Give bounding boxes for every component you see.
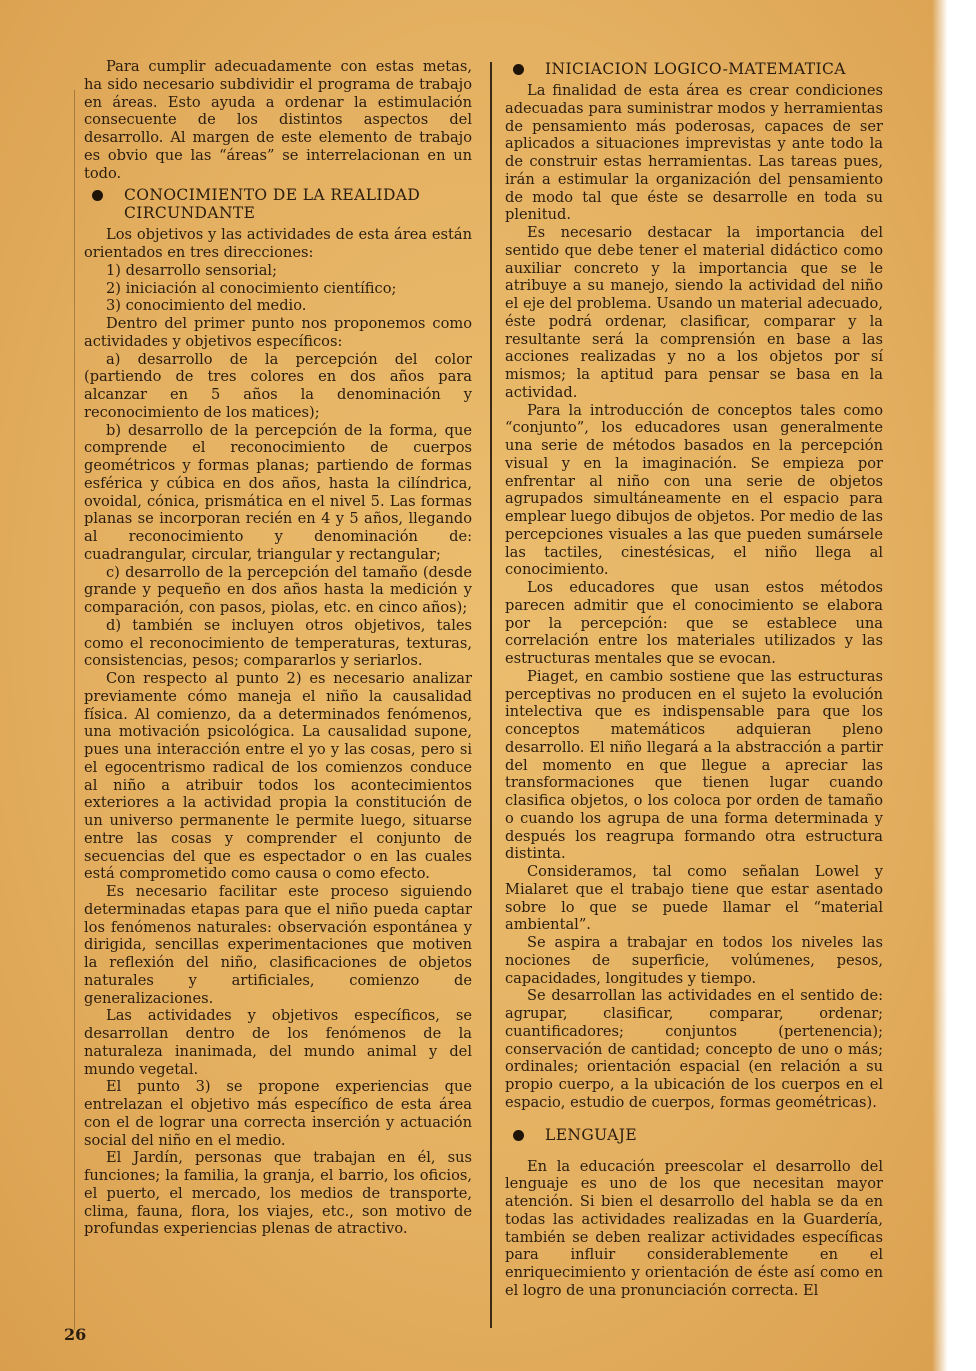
- scan-edge: [932, 0, 976, 1371]
- paragraph: Es necesario destacar la importancia del sentido que debe tener el material didáctico como auxiliar concreto y la importancia que se le atribuye a su manejo, siendo la actividad del niño el eje del problema. Usando un material adecuado, éste podrá ordenar, clasificar, comparar y la resultante será la comprensión en base a las acciones realizadas y no a los objetos por sí mismos; la aptitud para pensar se basa en la actividad.: [505, 224, 883, 401]
- paragraph: En la educación preescolar el desarrollo del lenguaje es uno de los que necesitan mayor atención. Si bien el desarrollo del habla se da en todas las actividades realizadas en la Guardería, también se deben realizar actividades específicas para influir considerablemente en el enriquecimiento y orientación de éste así como en el logro de una pronunciación correcta. El: [505, 1157, 883, 1299]
- paragraph: Piaget, en cambio sostiene que las estructuras perceptivas no producen en el sujeto la evolución intelectiva que es indispensable para que los conceptos matemáticos adquieran pleno desarrollo. El niño llegará a la abstracción a partir del momento en que llegue a apreciar las transformaciones que tienen lugar cuando clasifica objetos, o los coloca por orden de tamaño o cuando los agrupa de una forma determinada y después los reagrupa formando otra estructura distinta.: [505, 667, 883, 863]
- section-heading-realidad: [84, 186, 472, 222]
- paragraph: Las actividades y objetivos específicos, se desarrollan dentro de los fenómenos de la naturaleza inanimada, del mundo animal y del mundo vegetal.: [84, 1007, 472, 1078]
- left-column: [84, 58, 472, 1238]
- bullet-icon: [513, 1130, 524, 1141]
- paragraph: Para la introducción de conceptos tales como “conjunto”, los educadores usan generalmente una serie de métodos basados en la percepción visual y en la imaginación. Se empieza por enfrentar al niño con una serie de objetos agrupados simultáneamente en el espacio para emplear luego dibujos de objetos. Por medio de las percepciones visuales a las que pueden sumársele las tactiles, cinestésicas, el niño llega al conocimiento.: [505, 401, 883, 579]
- bullet-icon: [513, 64, 524, 75]
- section-heading-text: LENGUAJE: [545, 1125, 638, 1144]
- paragraph: Dentro del primer punto nos proponemos como actividades y objetivos específicos:: [84, 315, 472, 350]
- list-item: 2) iniciación al conocimiento científico;: [106, 279, 397, 297]
- paragraph: El punto 3) se propone experiencias que entrelazan el objetivo más específico de esta área con el de lograr una correcta inserción y actuación social del niño en el medio.: [84, 1078, 472, 1149]
- left-margin-line: [74, 90, 75, 1330]
- paragraph: a) desarrollo de la percepción del color (partiendo de tres colores en dos años para alcanzar en 5 años la denominación y reconocimiento de los matices);: [84, 350, 472, 421]
- paragraph: Se desarrollan las actividades en el sentido de: agrupar, clasificar, comparar, ordenar; cuantificadores; conjuntos (pertenencia); conservación de cantidad; concepto de uno o más; ordinales; orientación espacial (en relación a su propio cuerpo, a la ubicación de los cuerpos en el espacio, estudio de cuerpos, formas geométricas).: [505, 987, 883, 1111]
- section-heading-logico-matematica: [505, 60, 883, 78]
- paragraph: d) también se incluyen otros objetivos, tales como el reconocimiento de temperaturas, texturas, consistencias, pesos; compararlos y seriarlos.: [84, 616, 472, 670]
- column-divider: [490, 62, 492, 1328]
- paragraph: Consideramos, tal como señalan Lowel y Mialaret que el trabajo tiene que estar asentado sobre lo que se puede llamar el “material ambiental”.: [505, 863, 883, 934]
- paragraph: El Jardín, personas que trabajan en él, sus funciones; la familia, la granja, el barrio, los oficios, el puerto, el mercado, los medios de transporte, clima, fauna, flora, los viajes, etc., son motivo de profundas experiencias plenas de atractivo.: [84, 1149, 472, 1238]
- paragraph: Los objetivos y las actividades de esta área están orientados en tres direcciones:: [84, 226, 472, 261]
- bullet-icon: [92, 190, 103, 201]
- section-heading-lenguaje: [505, 1126, 883, 1144]
- paragraph: Con respecto al punto 2) es necesario analizar previamente cómo maneja el niño la causalidad física. Al comienzo, da a determinados fenómenos, una motivación psicológica. La causalidad supone, pues una interacción entre el yo y las cosas, pero si el egocentrismo radical de los comienzos conduce al niño a atribuir todos los acontecimientos exteriores a la actividad propia la constitución de un universo permanente le permite luego, situarse entre las cosas y comprender el conjunto de secuencias del que es espectador o en las cuales está comprometido como causa o como efecto.: [84, 670, 472, 883]
- page-number: 26: [64, 1325, 87, 1344]
- paragraph: La finalidad de esta área es crear condiciones adecuadas para suministrar modos y herramientas de pensamiento más poderosas, capaces de ser aplicados a situaciones imprevistas y ante todo la de construir estas herramientas. Las tareas pues, irán a estimular la organización del pensamiento de modo tal que éste se desarrolle en toda su plenitud.: [505, 82, 883, 224]
- paragraph: Los educadores que usan estos métodos parecen admitir que el conocimiento se elabora por la percepción: que se establece una correlación entre los materiales utilizados y las estructuras mentales que se evocan.: [505, 579, 883, 667]
- paragraph: b) desarrollo de la percepción de la forma, que comprende el reconocimiento de cuerpos geométricos y formas planas; partiendo de formas esférica y cúbica en dos años, hasta la cilíndrica, ovoidal, cónica, prismática en el nivel 5. Las formas planas se incorporan recién en 4 y 5 años, llegando al reconocimiento y denominación de: cuadrangular, circular, triangular y rectangular;: [84, 421, 472, 563]
- paragraph: Es necesario facilitar este proceso siguiendo determinadas etapas para que el niño pueda captar los fenómenos naturales: observación espontánea y dirigida, sencillas experimentaciones que motiven la reflexión del niño, clasificaciones de objetos naturales y artificiales, comienzo de generalizaciones.: [84, 883, 472, 1007]
- list-item: 1) desarrollo sensorial;: [106, 261, 278, 279]
- right-column: [505, 58, 883, 1300]
- section-heading-text: CONOCIMIENTO DE LA REALIDAD CIRCUNDANTE: [124, 186, 421, 223]
- section-heading-text: INICIACION LOGICO-MATEMATICA: [545, 60, 846, 78]
- paragraph: Se aspira a trabajar en todos los niveles las nociones de superficie, volúmenes, pesos, capacidades, longitudes y tiempo.: [505, 934, 883, 987]
- list-item: 3) conocimiento del medio.: [106, 297, 307, 315]
- intro-paragraph: Para cumplir adecuadamente con estas metas, ha sido necesario subdividir el programa de trabajo en áreas. Esto ayuda a ordenar la estimulación consecuente de los distintos aspectos del desarrollo. Al margen de este elemento de trabajo es obvio que las “áreas” se interrelacionan en un todo.: [84, 58, 472, 182]
- paragraph: c) desarrollo de la percepción del tamaño (desde grande y pequeño en dos años hasta la medición y comparación, con pasos, piolas, etc. en cinco años);: [84, 563, 472, 616]
